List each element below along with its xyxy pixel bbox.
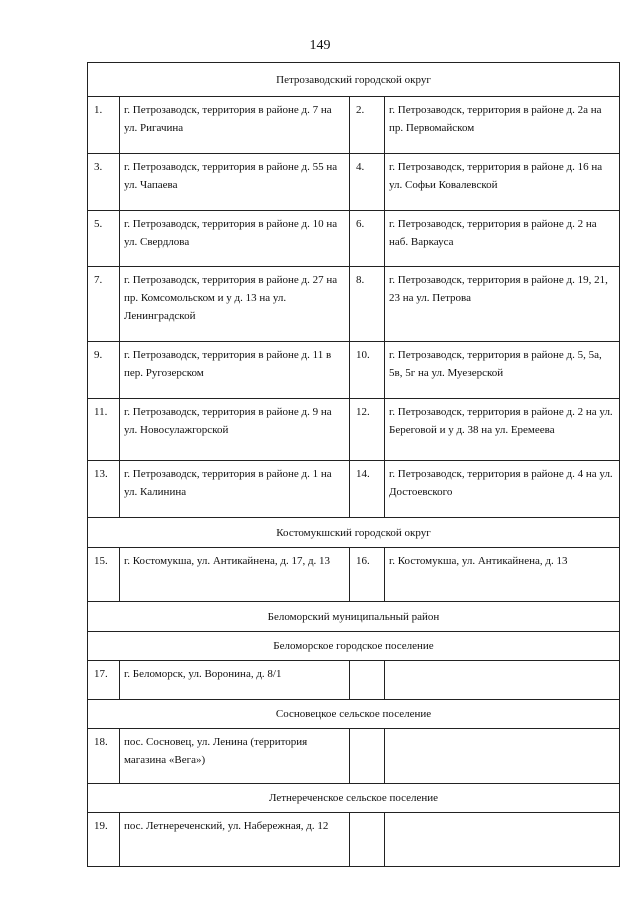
section-row bbox=[88, 700, 620, 729]
section-header: Костомукшский городской округ bbox=[88, 518, 620, 548]
item-number: 7. bbox=[88, 267, 120, 342]
item-address: г. Петрозаводск, территория в районе д. 1 на ул. Калинина bbox=[120, 461, 350, 518]
item-address: г. Петрозаводск, территория в районе д. 5, 5а, 5в, 5г на ул. Муезерской bbox=[385, 342, 620, 399]
item-number: 14. bbox=[350, 461, 385, 518]
item-number: 17. bbox=[88, 661, 120, 700]
item-address bbox=[385, 661, 620, 700]
item-number: 9. bbox=[88, 342, 120, 399]
page-number: 149 bbox=[309, 38, 331, 53]
table-row bbox=[88, 399, 620, 461]
item-address: г. Петрозаводск, территория в районе д. 9 на ул. Новосулажгорской bbox=[120, 399, 350, 461]
item-number: 6. bbox=[350, 211, 385, 267]
locations-table bbox=[87, 62, 620, 867]
table-row bbox=[88, 97, 620, 154]
item-address bbox=[385, 729, 620, 784]
item-address: г. Петрозаводск, территория в районе д. 4 на ул. Достоевского bbox=[385, 461, 620, 518]
item-address: г. Петрозаводск, территория в районе д. 2а на пр. Первомайском bbox=[385, 97, 620, 154]
item-number: 13. bbox=[88, 461, 120, 518]
item-address: г. Петрозаводск, территория в районе д. 10 на ул. Свердлова bbox=[120, 211, 350, 267]
item-address bbox=[385, 813, 620, 867]
item-number: 3. bbox=[88, 154, 120, 211]
table-row bbox=[88, 661, 620, 700]
item-address: г. Петрозаводск, территория в районе д. 2 на наб. Варкауса bbox=[385, 211, 620, 267]
item-number: 15. bbox=[88, 548, 120, 602]
item-address: г. Костомукша, ул. Антикайнена, д. 17, д. 13 bbox=[120, 548, 350, 602]
locations-table-body bbox=[88, 63, 620, 867]
item-number: 10. bbox=[350, 342, 385, 399]
table-row bbox=[88, 729, 620, 784]
item-address: пос. Летнереченский, ул. Набережная, д. 12 bbox=[120, 813, 350, 867]
item-number: 18. bbox=[88, 729, 120, 784]
item-address: г. Петрозаводск, территория в районе д. 27 на пр. Комсомольском и у д. 13 на ул. Ленинградской bbox=[120, 267, 350, 342]
item-number: 12. bbox=[350, 399, 385, 461]
section-row bbox=[88, 63, 620, 97]
item-number: 2. bbox=[350, 97, 385, 154]
section-header: Беломорский муниципальный район bbox=[88, 602, 620, 632]
item-address: г. Петрозаводск, территория в районе д. 11 в пер. Ругозерском bbox=[120, 342, 350, 399]
item-number: 16. bbox=[350, 548, 385, 602]
item-number bbox=[350, 729, 385, 784]
table-row bbox=[88, 267, 620, 342]
item-address: пос. Сосновец, ул. Ленина (территория магазина «Вега») bbox=[120, 729, 350, 784]
item-address: г. Костомукша, ул. Антикайнена, д. 13 bbox=[385, 548, 620, 602]
item-address: г. Петрозаводск, территория в районе д. 55 на ул. Чапаева bbox=[120, 154, 350, 211]
section-row bbox=[88, 518, 620, 548]
table-row bbox=[88, 813, 620, 867]
item-number: 8. bbox=[350, 267, 385, 342]
section-header: Летнереченское сельское поселение bbox=[88, 784, 620, 813]
table-row bbox=[88, 461, 620, 518]
item-address: г. Петрозаводск, территория в районе д. 2 на ул. Береговой и у д. 38 на ул. Еремеева bbox=[385, 399, 620, 461]
section-row bbox=[88, 632, 620, 661]
table-row bbox=[88, 154, 620, 211]
item-number: 11. bbox=[88, 399, 120, 461]
section-header: Сосновецкое сельское поселение bbox=[88, 700, 620, 729]
table-row bbox=[88, 548, 620, 602]
item-number: 1. bbox=[88, 97, 120, 154]
table-row bbox=[88, 211, 620, 267]
item-address: г. Петрозаводск, территория в районе д. 19, 21, 23 на ул. Петрова bbox=[385, 267, 620, 342]
section-row bbox=[88, 784, 620, 813]
table-row bbox=[88, 342, 620, 399]
section-header: Петрозаводский городской округ bbox=[88, 63, 620, 97]
item-number bbox=[350, 813, 385, 867]
section-header: Беломорское городское поселение bbox=[88, 632, 620, 661]
item-address: г. Петрозаводск, территория в районе д. 16 на ул. Софьи Ковалевской bbox=[385, 154, 620, 211]
item-number: 5. bbox=[88, 211, 120, 267]
item-number bbox=[350, 661, 385, 700]
section-row bbox=[88, 602, 620, 632]
item-address: г. Петрозаводск, территория в районе д. 7 на ул. Ригачина bbox=[120, 97, 350, 154]
item-address: г. Беломорск, ул. Воронина, д. 8/1 bbox=[120, 661, 350, 700]
item-number: 19. bbox=[88, 813, 120, 867]
item-number: 4. bbox=[350, 154, 385, 211]
